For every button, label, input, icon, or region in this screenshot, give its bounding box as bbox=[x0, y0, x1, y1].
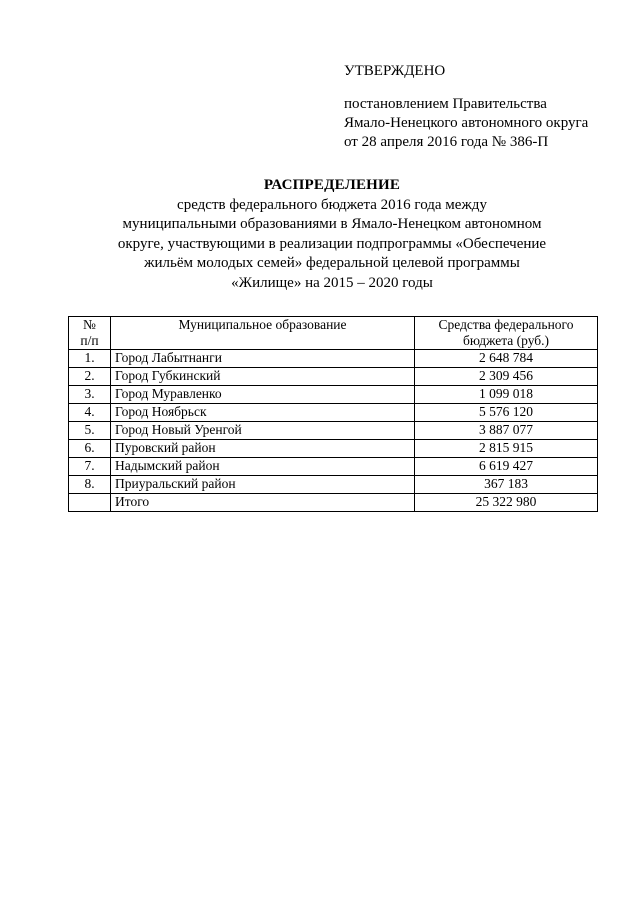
header-funds bbox=[415, 317, 598, 350]
row-municipality: Город Лабытнанги bbox=[111, 350, 415, 368]
row-funds: 2 309 456 bbox=[415, 368, 598, 386]
table-header-row bbox=[69, 317, 598, 350]
approval-line: от 28 апреля 2016 года № 386-П bbox=[344, 134, 549, 150]
row-number: 5. bbox=[69, 422, 111, 440]
total-label: Итого bbox=[111, 494, 415, 512]
header-number-line1: № bbox=[83, 317, 96, 332]
document-subtitle-line: средств федерального бюджета 2016 года между bbox=[177, 196, 487, 213]
row-funds: 5 576 120 bbox=[415, 404, 598, 422]
row-municipality: Надымский район bbox=[111, 458, 415, 476]
total-number-empty bbox=[69, 494, 111, 512]
row-funds: 1 099 018 bbox=[415, 386, 598, 404]
row-number: 4. bbox=[69, 404, 111, 422]
approval-heading: УТВЕРЖДЕНО bbox=[344, 63, 446, 79]
header-number bbox=[69, 317, 111, 350]
total-funds: 25 322 980 bbox=[415, 494, 598, 512]
row-municipality: Город Губкинский bbox=[111, 368, 415, 386]
table-row bbox=[69, 386, 598, 404]
approval-block bbox=[344, 62, 588, 152]
row-number: 7. bbox=[69, 458, 111, 476]
row-number: 3. bbox=[69, 386, 111, 404]
header-number-line2: п/п bbox=[80, 333, 99, 348]
table-row bbox=[69, 350, 598, 368]
header-municipality: Муниципальное образование bbox=[111, 317, 415, 350]
row-municipality: Город Новый Уренгой bbox=[111, 422, 415, 440]
row-funds: 367 183 bbox=[415, 476, 598, 494]
row-funds: 3 887 077 bbox=[415, 422, 598, 440]
document-title: РАСПРЕДЕЛЕНИЕ bbox=[263, 177, 401, 193]
row-number: 1. bbox=[69, 350, 111, 368]
row-number: 2. bbox=[69, 368, 111, 386]
table-row bbox=[69, 440, 598, 458]
document-subtitle-line: округе, участвующими в реализации подпрограммы «Обеспечение bbox=[117, 235, 547, 252]
table-row bbox=[69, 458, 598, 476]
row-municipality: Приуральский район bbox=[111, 476, 415, 494]
row-municipality: Пуровский район bbox=[111, 440, 415, 458]
distribution-table bbox=[68, 316, 598, 512]
table-row bbox=[69, 368, 598, 386]
header-funds-line2: бюджета (руб.) bbox=[462, 333, 550, 348]
row-number: 8. bbox=[69, 476, 111, 494]
row-funds: 6 619 427 bbox=[415, 458, 598, 476]
table-row bbox=[69, 476, 598, 494]
row-municipality: Город Ноябрьск bbox=[111, 404, 415, 422]
document-subtitle-line: «Жилище» на 2015 – 2020 годы bbox=[231, 274, 433, 291]
row-funds: 2 815 915 bbox=[415, 440, 598, 458]
row-number: 6. bbox=[69, 440, 111, 458]
document-subtitle-line: муниципальными образованиями в Ямало-Ненецком автономном bbox=[122, 216, 542, 232]
table-total-row bbox=[69, 494, 598, 512]
table-row bbox=[69, 422, 598, 440]
document-title-block bbox=[100, 176, 564, 293]
table-row bbox=[69, 404, 598, 422]
row-municipality: Город Муравленко bbox=[111, 386, 415, 404]
approval-line: Ямало-Ненецкого автономного округа bbox=[344, 115, 589, 131]
row-funds: 2 648 784 bbox=[415, 350, 598, 368]
header-funds-line1: Средства федерального bbox=[438, 317, 574, 332]
approval-line: постановлением Правительства bbox=[344, 96, 547, 112]
document-subtitle-line: жильём молодых семей» федеральной целевой программы bbox=[144, 255, 520, 271]
